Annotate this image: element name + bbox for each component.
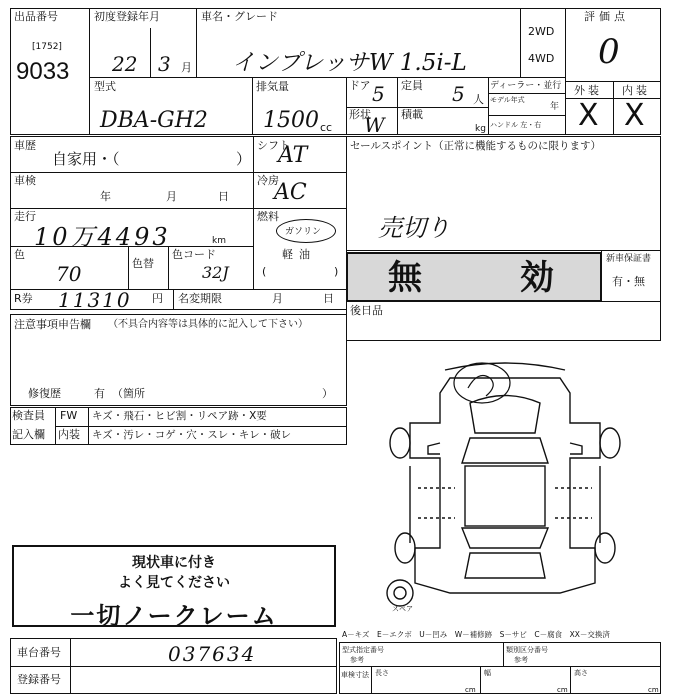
inspection-label: 車検 [14,174,36,187]
category-label: 類別区分番号 [506,646,548,654]
interior-value: X [624,98,645,133]
body-shape-value: W [364,113,385,137]
warranty-value: 有・無 [612,275,645,288]
damage-mark-circle [454,363,510,403]
no-claim-box [12,545,336,630]
wheel-front-left [390,428,410,458]
claim-line1: 現状車に付き [132,555,216,571]
left-mirror [428,443,440,454]
mileage-unit: km [212,236,226,246]
car-damage-diagram [370,348,640,618]
first-reg-label: 初度登録年月 [94,10,160,23]
first-reg-month: 3 [158,52,171,76]
first-reg-year: 22 [112,52,138,76]
capacity-label: 定員 [401,79,423,92]
color-change-label: 色替 [132,257,154,270]
mileage-value: 10万4493 [34,223,171,251]
invalid-char1: 無 [388,258,422,298]
lot-label: 出品番号 [14,10,58,23]
dims-length-unit: cm [465,686,476,694]
dealer-year-unit: 年 [550,102,560,112]
score-value: 0 [598,32,620,72]
color-code-value: 32J [202,263,229,282]
windshield [462,438,548,463]
recycle-value: 11310 [58,288,132,312]
claim-line3: 一切ノークレーム [70,602,278,630]
wheel-rear-left [395,533,415,563]
fuel-circle [276,219,336,243]
score-label: 評価点 [584,10,629,23]
repair-place: （箇所 [112,387,145,400]
lot-sub: [1752] [32,42,62,52]
invalid-char2: 効 [520,258,554,298]
name-change-label: 名変期限 [178,292,222,305]
drive-2wd: 2WD [528,25,555,38]
drive-box [520,8,566,78]
shift-label: シフト [257,139,290,152]
dims-height-unit: cm [648,686,659,694]
capacity-value: 5 [452,82,465,106]
dealer-model-year: モデル年式 [490,96,525,104]
invalid-stamp [346,252,602,302]
inspection-year: 年 [100,190,111,203]
type-code-label: 型式 [94,80,116,93]
history-label: 車歴 [14,139,36,152]
history-close: ） [236,150,252,168]
inspector-row1-text: キズ・飛石・ヒビ割・リペア跡・X要 [92,410,267,422]
recycle-unit: 円 [152,292,163,305]
roof [465,466,545,526]
displacement-unit: cc [320,121,333,134]
shift-value: AT [278,143,308,168]
color-code-label: 色コード [172,248,216,261]
aircon-label: 冷房 [257,174,279,187]
form-spec-label: 型式指定番号 [342,646,384,654]
dims-label: 車検寸法 [341,671,369,679]
name-change-day: 日 [323,292,334,305]
inspector-row1-tag: FW [60,409,78,422]
form-spec-box [339,642,661,694]
warranty-label: 新車保証書 [606,254,652,264]
drive-4wd: 4WD [528,52,555,65]
trunk [465,553,545,578]
form-spec-ref: 参考 [350,656,364,664]
dealer-handle: ハンドル 左・右 [490,121,542,129]
fuel-light-oil: 軽油 [282,248,316,261]
inspection-day: 日 [218,190,229,203]
claim-line2: よく見てください [118,575,230,591]
inspector-label1: 検査員 [12,409,45,422]
load-unit: kg [475,124,486,134]
color-value: 70 [56,262,82,286]
sales-point-handwritten: 売切り [378,214,450,242]
spare-tire [387,580,413,606]
history-value: 自家用・（ [52,150,120,168]
wheel-rear-right [595,533,615,563]
mileage-label: 走行 [14,210,36,223]
load-label: 積載 [401,108,423,121]
body-shape-label: 形状 [349,108,371,121]
displacement-label: 排気量 [256,80,289,93]
inspector-row2-tag: 内装 [58,428,80,441]
dims-height: 高さ [574,669,588,677]
capacity-unit: 人 [473,93,484,106]
exterior-label: 外装 [574,84,602,97]
name-change-month: 月 [272,292,283,305]
post-date-label: 後日品 [350,304,383,317]
inspector-label2: 記入欄 [12,428,45,441]
model-name-value: インプレッサW 1.5i-L [232,50,467,76]
inspection-month: 月 [166,190,177,203]
spare-tire-hub [394,587,406,599]
color-label: 色 [14,248,25,261]
rear-window [462,528,548,548]
repair-label: 修復歴 [28,387,61,400]
repair-close: ） [322,387,333,400]
first-reg-month-unit: 月 [181,61,192,74]
fuel-label: 燃料 [257,210,279,223]
chassis-label: 車台番号 [17,646,61,659]
exterior-value: X [578,98,599,133]
damage-legend: A－キズ E－エクボ U－凹み W－補修跡 S－サビ C－腐食 XX－交換済 [342,630,610,639]
repair-has: 有 [94,387,105,400]
fuel-gasoline: ガソリン [285,227,322,237]
model-name-label: 車名・グレード [201,10,278,23]
chassis-value: 037634 [168,642,257,666]
category-ref: 参考 [514,656,528,664]
notes-hint: （不具合内容等は具体的に記入して下さい） [108,319,308,330]
registration-label: 登録番号 [17,673,61,686]
displacement-value: 1500 [263,108,319,133]
type-code-value: DBA-GH2 [100,108,208,133]
car-outline [410,378,600,593]
fuel-paren-close: ) [334,265,339,278]
inspector-row2-text: キズ・汚レ・コゲ・穴・スレ・キレ・破レ [92,429,292,441]
dealer-label: ディーラー・並行 [490,81,562,91]
dims-width: 幅 [484,669,491,677]
hood [470,396,540,434]
aircon-value: AC [274,180,307,205]
dims-width-unit: cm [557,686,568,694]
sales-point-label: セールスポイント（正常に機能するものに限ります） [350,140,602,152]
post-date-box [346,301,661,341]
wheel-front-right [600,428,620,458]
lot-number: 9033 [16,58,70,85]
spare-label: スペア [392,605,413,613]
interior-label: 内装 [622,84,650,97]
notes-label: 注意事項申告欄 [14,318,91,331]
doors-value: 5 [372,82,385,106]
recycle-label: R券 [14,292,33,305]
fuel-paren-open: ( [262,265,267,278]
doors-label: ドア [349,79,371,92]
right-mirror [570,443,582,454]
dims-length: 長さ [375,669,389,677]
